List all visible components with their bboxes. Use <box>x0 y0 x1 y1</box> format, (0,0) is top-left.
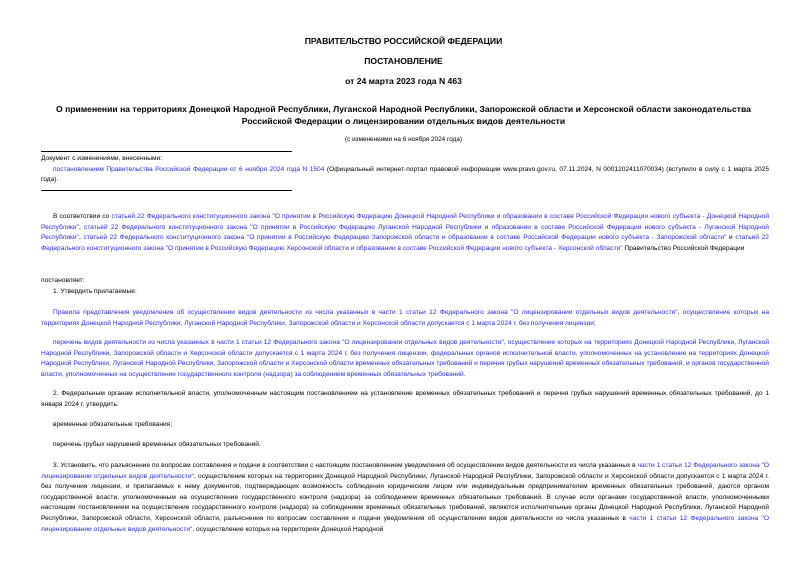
law-link-donetsk[interactable]: статьей 22 Федерального конституционного закона "О принятии в Российскую Федерацию Донецкой Народной Республики и образовании в составе Российской Федерации нового субъекта - Донецкой Народной Республики" <box>41 213 769 231</box>
item-3 <box>41 461 769 535</box>
preamble-text-1: В соответствии со <box>53 213 112 220</box>
preamble-text-5: Правительство Российской Федерации <box>622 244 745 252</box>
law-link-kherson[interactable]: статьей 22 Федерального конституционного закона "О принятии в Российскую Федерацию Херсонской области и образовании в составе Российской Федерации нового субъекта - Херсонской области" <box>41 234 769 252</box>
preamble-text-2: , <box>78 223 85 231</box>
item-2: 2. Федеральным органам исполнительной власти, уполномоченным настоящим постановлением на установление временных обязательных требований и перечня грубых нарушений временных обязательных требований, до 1 января 2024 г. утвердить: <box>41 390 769 408</box>
changes-intro: Документ с изменениями, внесенными: <box>41 155 163 162</box>
changes-block <box>41 154 769 186</box>
changes-detail <box>41 165 769 186</box>
resolves-line: постановляет: <box>41 277 85 284</box>
item-1-rules-link[interactable]: Правила представления уведомления об осуществлении видов деятельности из числа указанных в части 1 статьи 12 Федерального закона "О лицензировании отдельных видов деятельности", осуществление которых на территориях Донецкой Народной Республики, Луганской Народной Республики, Запорожской области и Херсонской области допускается с 1 марта 2024 г. без получения лицензии; <box>41 309 769 327</box>
item-1-list-link[interactable]: перечень видов деятельности из числа указанных в части 1 статьи 12 Федерального закона "О лицензировании отдельных видов деятельности", осуществление которых на территориях Донецкой Народной Республики, Луганской Народной Республики, Запорожской области и Херсонской области допускается с 1 марта 2024 г. без получения лицензии, федеральных органов исполнительной власти, уполномоченных на установление на территориях Донецкой Народной Республики, Луганской Народной Республики, Запорожской области и Херсонской области временных обязательных требований и перечня грубых нарушений временных обязательных требований, и органов государственной власти, уполномоченных на осуществление государственного контроля (надзора) за соблюдением временных обязательных требований. <box>41 339 769 378</box>
divider-top <box>41 151 292 152</box>
preamble-text-3: , <box>78 234 84 242</box>
changes-note: (с изменениями на 6 ноября 2024 года) <box>344 136 463 143</box>
law-link-zaporozhye[interactable]: статьей 22 Федерального конституционного закона "О принятии в Российскую Федерацию Запорожской области и образовании в составе Российской Федерации нового субъекта - Запорожской области" <box>83 234 727 242</box>
preamble <box>41 212 769 254</box>
law-link-lugansk[interactable]: статьей 22 Федерального конституционного закона "О принятии в Российскую Федерацию Луганской Народной Республики и образовании в составе Российской Федерации нового субъекта - Луганской Народной Республики" <box>41 223 769 242</box>
document-date-number: от 24 марта 2023 года N 463 <box>345 76 462 86</box>
issuer-heading: ПРАВИТЕЛЬСТВО РОССИЙСКОЙ ФЕДЕРАЦИИ <box>304 36 503 46</box>
document-type-heading: ПОСТАНОВЛЕНИЕ <box>364 56 443 66</box>
item-3-text-3: , осуществление которых на территориях Донецкой Народной <box>192 525 384 533</box>
law-link-article-12[interactable]: части 1 статьи 12 Федерального закона "О лицензировании отдельных видов деятельности" <box>41 462 769 480</box>
item-1: 1. Утвердить прилагаемые: <box>53 288 137 295</box>
item-3-text-2: , осуществление которых на территориях Донецкой Народной Республики, Луганской Народной Республики, Запорожской области и Херсонской области допускается с 1 марта 2024 г. без получения лицензии, и прилагаемых к нему документов, подтверждающих возможность соблюдения юридическим лицом или индивидуальным предпринимателем временных обязательных требований, даются органом государственной власти, уполномоченным на осуществление государственного контроля (надзора) за соблюдением временных обязательных требований. В случае если органами государственной власти, уполномоченными настоящим постановлением на осуществление государственного контроля (надзора) за соблюдением временных обязательных требований, являются исполнительные органы Донецкой Народной Республики, Луганской Народной Республики, Запорожской области, Херсонской области, разъяснения по вопросам составления и подачи уведомления об осуществлении видов деятельности из числа указанных в <box>41 472 769 522</box>
item-2-b: перечень грубых нарушений временных обязательных требований. <box>53 441 261 448</box>
amending-decree-link[interactable]: постановлением Правительства Российской Федерации от 6 ноября 2024 года N 1504 <box>53 165 325 173</box>
changes-rest: (Официальный интернет-портал правовой информации www.pravo.gov.ru, 07.11.2024, N 0001202411070034) (вступило в силу с 1 марта 2025 года). <box>41 165 769 184</box>
law-link-article-12-second[interactable]: части 1 статьи 12 Федерального закона "О лицензировании отдельных видов деятельности" <box>41 514 770 533</box>
item-3-text-1: 3. Установить, что разъяснение по вопросам составления и подачи в соответствии с настоящим постановлением уведомления об осуществлении видов деятельности из числа указанных в <box>53 462 638 469</box>
divider-bottom <box>41 190 292 191</box>
document-title: О применении на территориях Донецкой Народной Республики, Луганской Народной Республики, Запорожской области и Херсонской области законодательства Российской Федерации о лицензировании отдельных видов деятельности <box>56 104 751 126</box>
preamble-text-4: и <box>726 234 736 242</box>
item-2-a: временные обязательные требования; <box>53 421 173 428</box>
